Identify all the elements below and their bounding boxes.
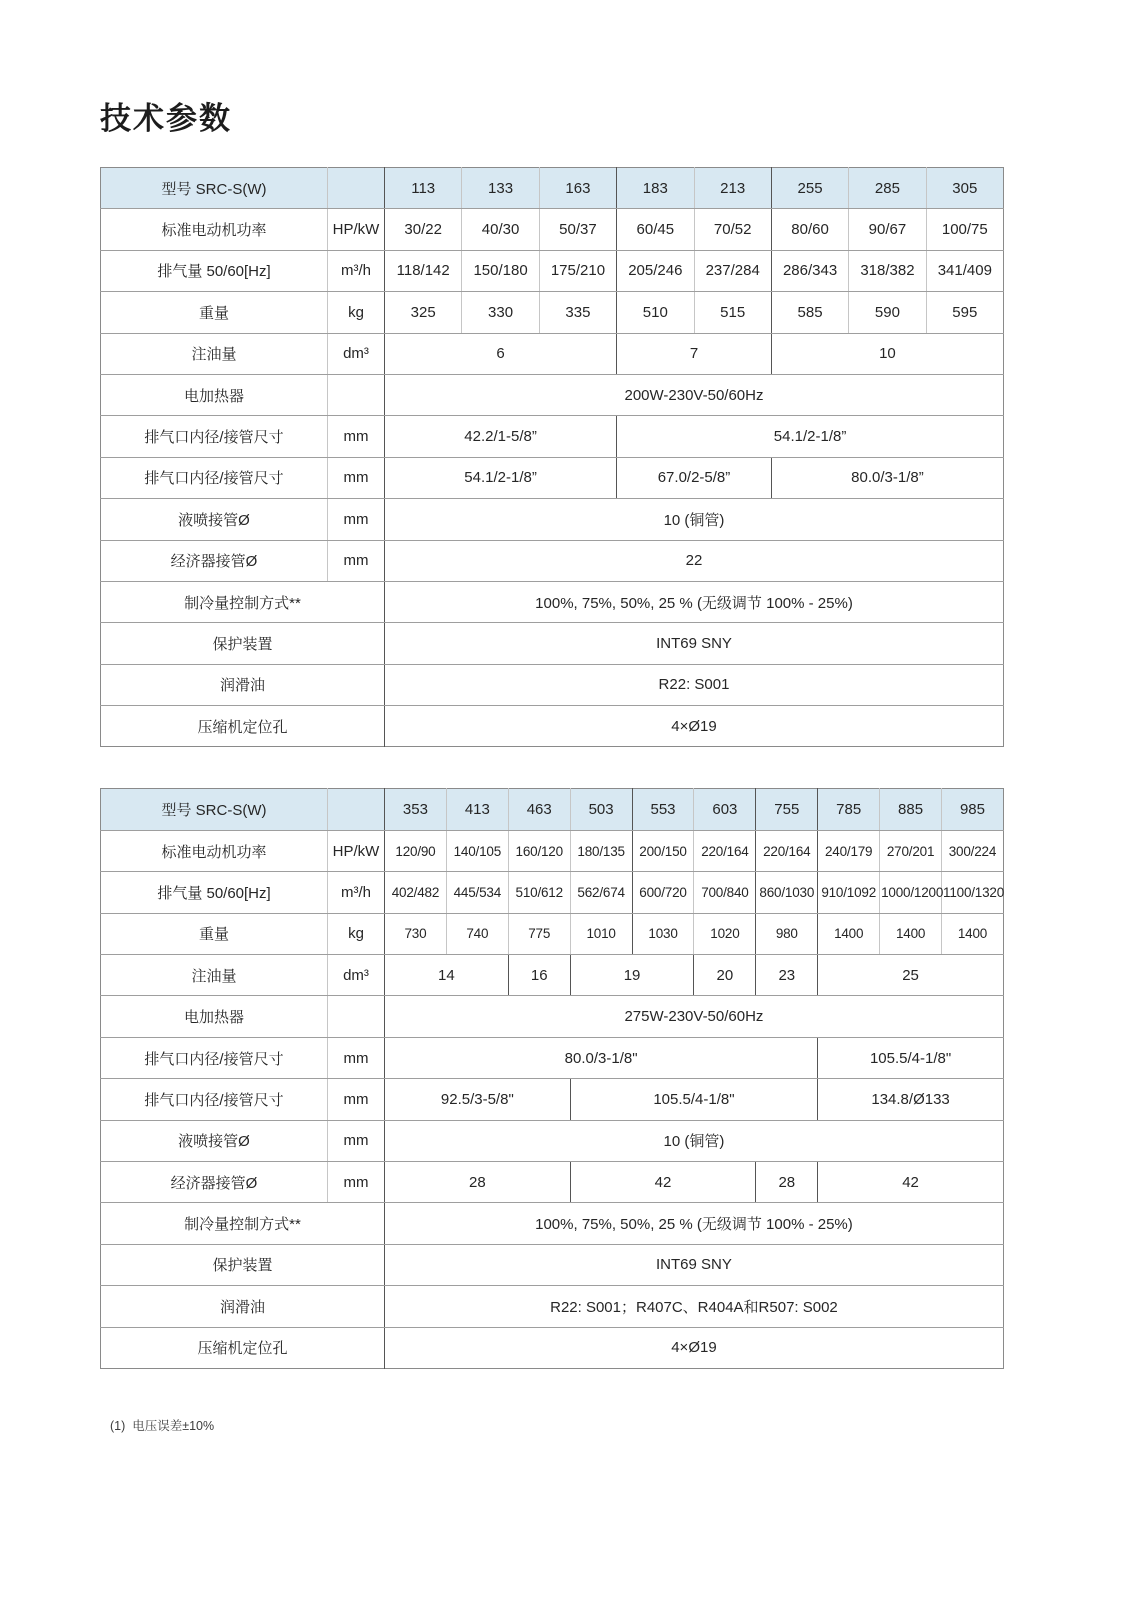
spec-table-small-models <box>100 167 1004 747</box>
value-cell: 14 <box>385 955 509 996</box>
value-cell: 1400 <box>942 913 1004 954</box>
table-row <box>101 913 1004 954</box>
value-cell: 237/284 <box>694 250 771 291</box>
table-row <box>101 623 1004 664</box>
value-cell: 100%, 75%, 50%, 25 % (无级调节 100% - 25%) <box>385 1203 1004 1244</box>
value-cell: 10 <box>771 333 1003 374</box>
value-cell: 180/135 <box>570 830 632 871</box>
value-cell: 10 (铜管) <box>385 499 1004 540</box>
value-cell: R22: S001 <box>385 664 1004 705</box>
row-label: 保护装置 <box>101 623 385 664</box>
page-title: 技术参数 <box>100 101 232 136</box>
row-label: 压缩机定位孔 <box>101 706 385 747</box>
unit-cell: mm <box>328 1120 385 1161</box>
row-label: 排气量 50/60[Hz] <box>101 250 328 291</box>
value-cell: 54.1/2-1/8” <box>385 457 617 498</box>
row-label: 经济器接管Ø <box>101 540 328 581</box>
value-cell: 150/180 <box>462 250 539 291</box>
table-row <box>101 830 1004 871</box>
value-cell: 330 <box>462 292 539 333</box>
model-header-cell: 183 <box>617 168 694 209</box>
value-cell: 275W-230V-50/60Hz <box>385 996 1004 1037</box>
value-cell: 515 <box>694 292 771 333</box>
unit-cell: mm <box>328 499 385 540</box>
unit-cell: kg <box>328 913 385 954</box>
value-cell: 402/482 <box>385 872 447 913</box>
row-label: 排气口内径/接管尺寸 <box>101 416 328 457</box>
value-cell: 4×Ø19 <box>671 1339 717 1357</box>
unit-cell: HP/kW <box>328 209 385 250</box>
value-cell: 42.2/1-5/8” <box>385 416 617 457</box>
table-header-row <box>101 789 1004 830</box>
value-cell: 175/210 <box>539 250 616 291</box>
value-cell: 7 <box>617 333 772 374</box>
row-label: 排气口内径/接管尺寸 <box>101 457 328 498</box>
value-cell: 42 <box>570 1161 756 1202</box>
table-row <box>101 1079 1004 1120</box>
value-cell: 70/52 <box>694 209 771 250</box>
value-cell: 510 <box>617 292 694 333</box>
table-row <box>101 872 1004 913</box>
value-cell: 25 <box>818 955 1004 996</box>
value-cell: 860/1030 <box>756 872 818 913</box>
value-cell: 445/534 <box>446 872 508 913</box>
value-cell: 220/164 <box>756 830 818 871</box>
model-header-cell: 885 <box>880 789 942 830</box>
row-label: 润滑油 <box>101 1286 385 1327</box>
model-series-label: 型号 SRC-S(W) <box>101 168 328 209</box>
value-cell: 10 (铜管) <box>385 1120 1004 1161</box>
value-cell: 240/179 <box>818 830 880 871</box>
value-cell: 300/224 <box>942 830 1004 871</box>
row-label: 保护装置 <box>101 1244 385 1285</box>
value-cell: 600/720 <box>632 872 694 913</box>
value-cell: 19 <box>570 955 694 996</box>
value-cell: 90/67 <box>849 209 926 250</box>
value-cell: 200/150 <box>632 830 694 871</box>
spec-table-large-models <box>100 788 1004 1368</box>
model-header-cell: 603 <box>694 789 756 830</box>
value-cell: 54.1/2-1/8” <box>617 416 1004 457</box>
row-label: 液喷接管Ø <box>101 499 328 540</box>
unit-cell: mm <box>328 1037 385 1078</box>
value-cell: 80.0/3-1/8" <box>385 1037 818 1078</box>
model-header-cell: 285 <box>849 168 926 209</box>
unit-header-cell <box>328 789 385 830</box>
table-row <box>101 706 1004 747</box>
value-cell: 562/674 <box>570 872 632 913</box>
value-cell: 118/142 <box>385 250 462 291</box>
table-row <box>101 955 1004 996</box>
row-label: 电加热器 <box>101 374 328 415</box>
unit-cell: mm <box>328 1079 385 1120</box>
table-row <box>101 1203 1004 1244</box>
value-cell: 270/201 <box>880 830 942 871</box>
value-cell: 28 <box>756 1161 818 1202</box>
value-cell: 590 <box>849 292 926 333</box>
value-cell: 42 <box>818 1161 1004 1202</box>
value-cell: 134.8/Ø133 <box>818 1079 1004 1120</box>
row-label: 润滑油 <box>101 664 385 705</box>
value-cell: 1000/1200 <box>880 872 942 913</box>
value-cell: 510/612 <box>508 872 570 913</box>
model-header-cell: 785 <box>818 789 880 830</box>
unit-cell: HP/kW <box>328 830 385 871</box>
value-cell: 50/37 <box>539 209 616 250</box>
value-cell: 980 <box>756 913 818 954</box>
value-cell: 740 <box>446 913 508 954</box>
table-row <box>101 209 1004 250</box>
row-label: 经济器接管Ø <box>101 1161 328 1202</box>
value-cell: INT69 SNY <box>385 623 1004 664</box>
value-cell: 40/30 <box>462 209 539 250</box>
table-row <box>101 250 1004 291</box>
unit-cell: dm³ <box>328 333 385 374</box>
footnote: (1) 电压误差±10% <box>110 1418 215 1433</box>
table-row <box>101 996 1004 1037</box>
value-cell: 1400 <box>880 913 942 954</box>
table-row <box>101 540 1004 581</box>
table-row <box>101 1120 1004 1161</box>
value-cell: 910/1092 <box>818 872 880 913</box>
value-cell: 1100/1320 <box>942 872 1004 913</box>
model-header-cell: 413 <box>446 789 508 830</box>
value-cell: 1400 <box>818 913 880 954</box>
value-cell: 80.0/3-1/8” <box>771 457 1003 498</box>
value-cell: R22: S001；R407C、R404A和R507: S002 <box>385 1286 1004 1327</box>
row-label: 标准电动机功率 <box>101 209 328 250</box>
table-row <box>101 292 1004 333</box>
value-cell: 6 <box>385 333 617 374</box>
value-cell: 595 <box>926 292 1003 333</box>
value-cell: 20 <box>694 955 756 996</box>
value-cell: 105.5/4-1/8" <box>570 1079 818 1120</box>
model-header-cell: 463 <box>508 789 570 830</box>
table-row <box>101 1327 1004 1368</box>
value-cell: INT69 SNY <box>385 1244 1004 1285</box>
value-cell: 775 <box>508 913 570 954</box>
table-row <box>101 581 1004 622</box>
table-row <box>101 1161 1004 1202</box>
row-label: 电加热器 <box>101 996 328 1037</box>
table-header-row <box>101 168 1004 209</box>
value-cell: 700/840 <box>694 872 756 913</box>
unit-cell: mm <box>328 457 385 498</box>
model-header-cell: 213 <box>694 168 771 209</box>
value-cell: 1020 <box>694 913 756 954</box>
table-row <box>101 1244 1004 1285</box>
unit-cell: mm <box>328 416 385 457</box>
model-header-cell: 755 <box>756 789 818 830</box>
unit-cell: dm³ <box>328 955 385 996</box>
row-label: 重量 <box>101 292 328 333</box>
value-cell: 1030 <box>632 913 694 954</box>
value-cell: 22 <box>385 540 1004 581</box>
value-cell: 318/382 <box>849 250 926 291</box>
value-cell: 341/409 <box>926 250 1003 291</box>
table-row <box>101 1037 1004 1078</box>
row-label: 排气口内径/接管尺寸 <box>101 1037 328 1078</box>
row-label: 注油量 <box>101 955 328 996</box>
row-label: 重量 <box>101 913 328 954</box>
unit-cell: mm <box>328 540 385 581</box>
table-row <box>101 499 1004 540</box>
row-label: 排气口内径/接管尺寸 <box>101 1079 328 1120</box>
row-label: 标准电动机功率 <box>101 830 328 871</box>
value-cell: 28 <box>385 1161 571 1202</box>
table-row <box>101 374 1004 415</box>
table-row <box>101 1286 1004 1327</box>
value-cell: 120/90 <box>385 830 447 871</box>
value-cell: 200W-230V-50/60Hz <box>385 374 1004 415</box>
unit-cell <box>328 374 385 415</box>
value-cell: 585 <box>771 292 848 333</box>
model-header-cell: 353 <box>385 789 447 830</box>
row-label: 注油量 <box>101 333 328 374</box>
table-row <box>101 457 1004 498</box>
table-row <box>101 416 1004 457</box>
unit-cell: mm <box>328 1161 385 1202</box>
value-cell: 730 <box>385 913 447 954</box>
row-label: 液喷接管Ø <box>101 1120 328 1161</box>
row-label: 制冷量控制方式** <box>101 1203 385 1244</box>
value-cell: 1010 <box>570 913 632 954</box>
model-header-cell: 305 <box>926 168 1003 209</box>
model-header-cell: 163 <box>539 168 616 209</box>
model-series-label: 型号 SRC-S(W) <box>101 789 328 830</box>
value-cell: 205/246 <box>617 250 694 291</box>
model-header-cell: 113 <box>385 168 462 209</box>
unit-cell: m³/h <box>328 872 385 913</box>
value-cell: 60/45 <box>617 209 694 250</box>
model-header-cell: 503 <box>570 789 632 830</box>
unit-cell: kg <box>328 292 385 333</box>
table-row <box>101 664 1004 705</box>
value-cell: 335 <box>539 292 616 333</box>
unit-cell <box>328 996 385 1037</box>
row-label: 制冷量控制方式** <box>101 581 385 622</box>
value-cell: 67.0/2-5/8” <box>617 457 772 498</box>
row-label: 排气量 50/60[Hz] <box>101 872 328 913</box>
table-row <box>101 333 1004 374</box>
value-cell: 325 <box>385 292 462 333</box>
value-cell: 16 <box>508 955 570 996</box>
value-cell: 140/105 <box>446 830 508 871</box>
model-header-cell: 985 <box>942 789 1004 830</box>
value-cell: 23 <box>756 955 818 996</box>
unit-cell: m³/h <box>328 250 385 291</box>
value-cell: 30/22 <box>385 209 462 250</box>
value-cell: 4×Ø19 <box>671 717 717 735</box>
value-cell: 105.5/4-1/8" <box>818 1037 1004 1078</box>
value-cell: 160/120 <box>508 830 570 871</box>
unit-header-cell <box>328 168 385 209</box>
row-label: 压缩机定位孔 <box>101 1327 385 1368</box>
value-cell: 220/164 <box>694 830 756 871</box>
value-cell: 100/75 <box>926 209 1003 250</box>
value-cell: 286/343 <box>771 250 848 291</box>
model-header-cell: 553 <box>632 789 694 830</box>
value-cell: 80/60 <box>771 209 848 250</box>
value-cell: 92.5/3-5/8" <box>385 1079 571 1120</box>
model-header-cell: 133 <box>462 168 539 209</box>
value-cell: 100%, 75%, 50%, 25 % (无级调节 100% - 25%) <box>385 581 1004 622</box>
model-header-cell: 255 <box>771 168 848 209</box>
